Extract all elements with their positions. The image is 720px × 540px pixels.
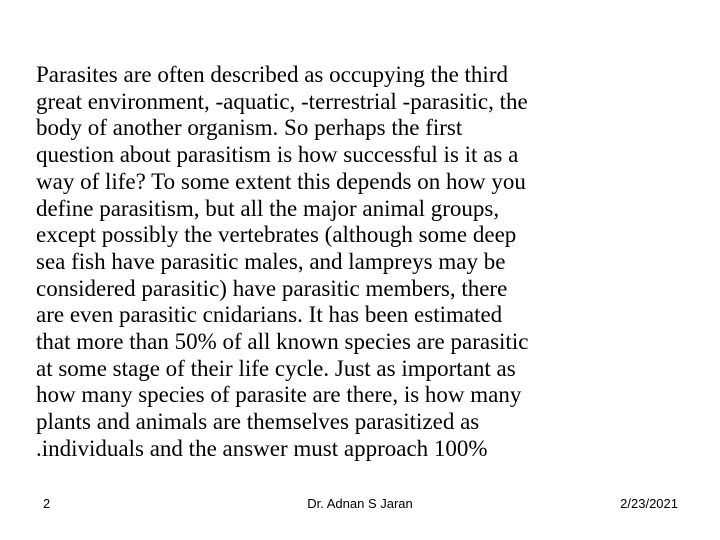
footer-author: Dr. Adnan S Jaran <box>307 496 413 511</box>
body-paragraph <box>36 62 676 463</box>
body-line: are even parasitic cnidarians. It has been estimated <box>36 302 503 328</box>
body-line: question about parasitism is how successful is it as a <box>36 142 519 168</box>
body-line: except possibly the vertebrates (although some deep <box>36 222 517 248</box>
body-line: .individuals and the answer must approach 100% <box>36 435 488 461</box>
body-line: great environment, -aquatic, -terrestrial -parasitic, the <box>36 88 528 114</box>
body-line: that more than 50% of all known species are parasitic <box>36 329 529 355</box>
body-line: sea fish have parasitic males, and lampreys may be <box>36 248 506 274</box>
body-line: Parasites are often described as occupying the third <box>36 62 508 87</box>
body-line: at some stage of their life cycle. Just as important as <box>36 355 516 381</box>
footer-date: 2/23/2021 <box>620 496 678 511</box>
body-line: considered parasitic) have parasitic members, there <box>36 275 508 301</box>
body-line: body of another organism. So perhaps the first <box>36 115 463 141</box>
body-line: define parasitism, but all the major animal groups, <box>36 195 500 221</box>
body-line: plants and animals are themselves parasitized as <box>36 409 480 435</box>
body-line: way of life? To some extent this depends on how you <box>36 168 526 194</box>
body-line: how many species of parasite are there, is how many <box>36 382 522 408</box>
footer-page-number: 2 <box>43 496 51 511</box>
